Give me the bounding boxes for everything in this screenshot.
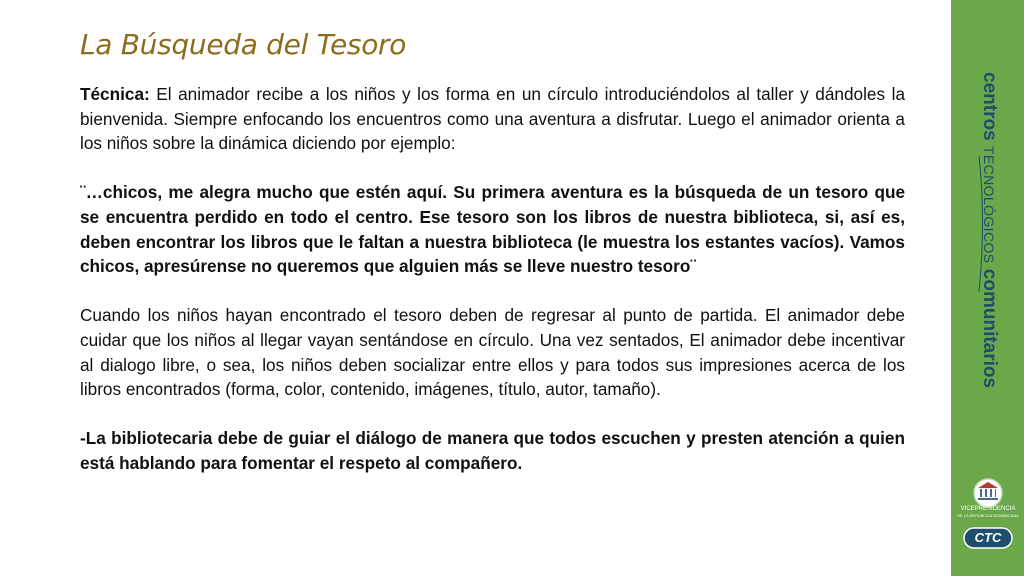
ctc-logo-label: CTC xyxy=(974,530,1002,545)
slide-body xyxy=(80,82,905,476)
seal-caption-line1: VICEPRESIDENCIA xyxy=(960,506,1016,512)
slide-title: La Búsqueda del Tesoro xyxy=(80,28,407,61)
technique-label: Técnica: xyxy=(80,84,150,104)
technique-paragraph xyxy=(80,82,905,156)
librarian-paragraph: -La bibliotecaria debe de guiar el diálogo de manera que todos escuchen y presten atención a quien está hablando para fomentar el respeto al compañero. xyxy=(80,428,905,473)
brand-word-tecnologicos: TECNOLÓGICOS xyxy=(981,145,997,264)
instructions-paragraph: Cuando los niños hayan encontrado el tesoro deben de regresar al punto de partida. El animador debe cuidar que los niños al llegar vayan sentándose en círculo. Una vez sentados, El animador debe incentivar al dialogo libre, o sea, los niños deben socializar entre ellos y para todos sus impresiones acerca de los libros encontrados (forma, color, contenido, imágenes, título, autor, tamaño). xyxy=(80,305,905,400)
brand-word-centros: centros xyxy=(979,72,1000,141)
seal-caption xyxy=(954,506,1022,518)
seal-caption-line2: DE LA REPÚBLICA DOMINICANA xyxy=(957,513,1019,518)
vicepresidencia-seal-icon xyxy=(965,476,1011,510)
brand-vertical-text xyxy=(976,72,1002,432)
quote-paragraph: ¨…chicos, me alegra mucho que estén aquí. Su primera aventura es la búsqueda de un tesoro que se encuentra perdido en todo el centro. Ese tesoro son los libros de nuestra biblioteca, si, así es, deben encontrar los libros que le faltan a nuestra biblioteca (le muestra los estantes vacíos). Vamos chicos, apresúrense no queremos que alguien más se lleve nuestro tesoro¨ xyxy=(80,182,905,277)
brand-swoosh-icon xyxy=(976,72,1002,432)
technique-text: El animador recibe a los niños y los forma en un círculo introduciéndolos al taller y dándoles la bienvenida. Siempre enfocando los encuentros como una aventura a disfrutar. Luego el animador orienta a los niños sobre la dinámica diciendo por ejemplo: xyxy=(80,84,905,154)
brand-word-comunitarios: comunitarios xyxy=(979,268,1000,389)
